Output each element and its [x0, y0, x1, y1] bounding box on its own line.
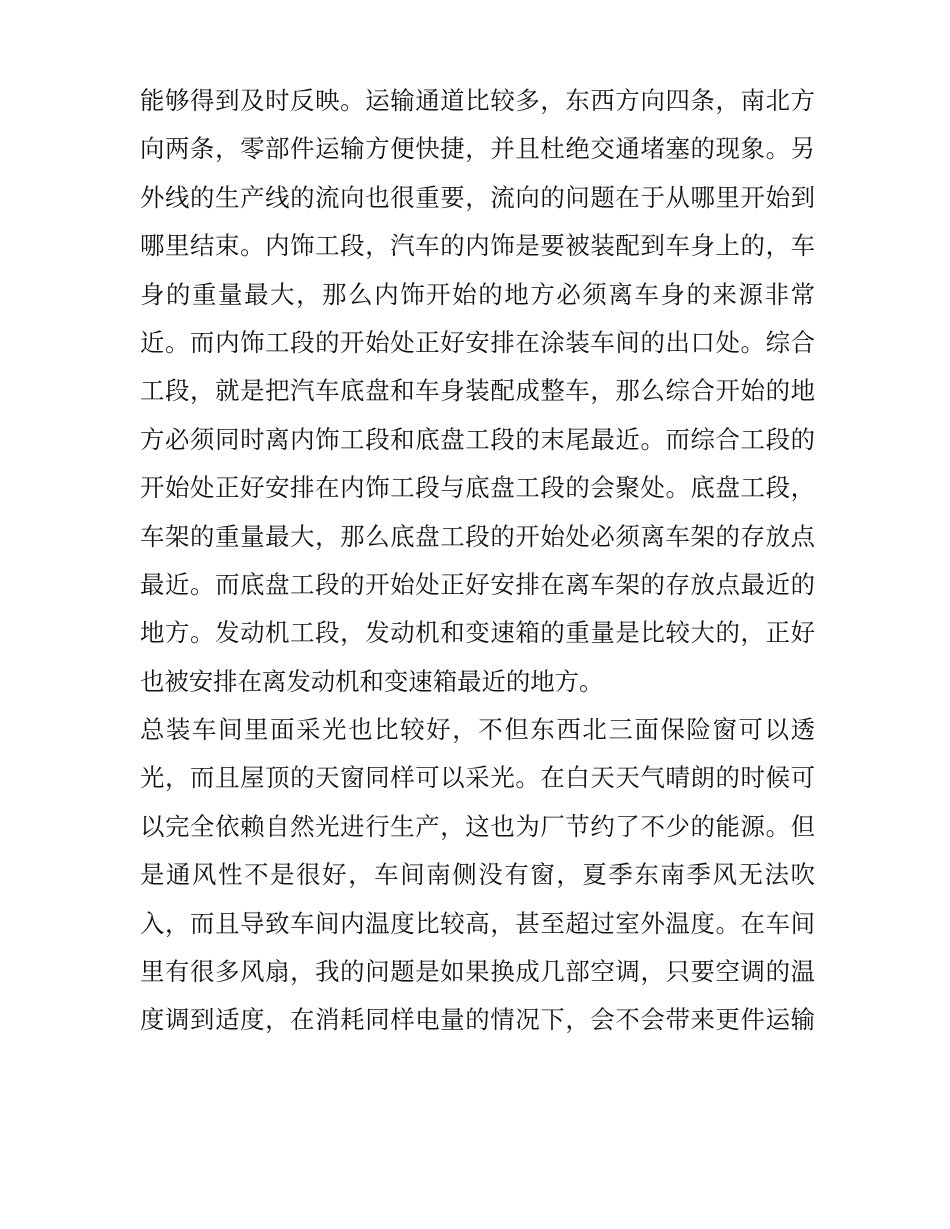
text-line: 也被安排在离发动机和变速箱最近的地方。 — [140, 666, 604, 696]
text-line: 能够得到及时反映。运输通道比较多，东西方向四条，南北方 — [140, 86, 815, 115]
text-line: 哪里结束。内饰工段，汽车的内饰是要被装配到车身上的，车 — [140, 231, 815, 261]
text-line: 身的重量最大，那么内饰开始的地方必须离车身的来源非常 — [140, 279, 815, 309]
text-line: 以完全依赖自然光进行生产，这也为厂节约了不少的能源。但 — [140, 811, 815, 841]
body-text — [140, 77, 815, 1045]
text-line: 最近。而底盘工段的开始处正好安排在离车架的存放点最近的 — [140, 569, 815, 599]
text-line: 是通风性不是很好，车间南侧没有窗，夏季东南季风无法吹 — [140, 860, 815, 890]
text-line: 车架的重量最大，那么底盘工段的开始处必须离车架的存放点 — [140, 521, 815, 551]
paragraph-1 — [140, 77, 815, 706]
text-line: 总装车间里面采光也比较好，不但东西北三面保险窗可以透 — [140, 715, 815, 745]
text-line: 地方。发动机工段，发动机和变速箱的重量是比较大的，正好 — [140, 618, 815, 648]
paragraph-2 — [140, 706, 815, 1045]
text-line: 向两条，零部件运输方便快捷，并且杜绝交通堵塞的现象。另 — [140, 134, 815, 164]
text-line: 工段，就是把汽车底盘和车身装配成整车，那么综合开始的地 — [140, 376, 815, 406]
text-line: 里有很多风扇，我的问题是如果换成几部空调，只要空调的温 — [140, 957, 815, 987]
text-line: 近。而内饰工段的开始处正好安排在涂装车间的出口处。综合 — [140, 327, 815, 357]
text-line: 外线的生产线的流向也很重要，流向的问题在于从哪里开始到 — [140, 182, 815, 212]
text-line: 开始处正好安排在内饰工段与底盘工段的会聚处。底盘工段， — [140, 473, 815, 503]
text-line: 度调到适度，在消耗同样电量的情况下，会不会带来更件运输 — [140, 1005, 815, 1035]
text-line: 入，而且导致车间内温度比较高，甚至超过室外温度。在车间 — [140, 908, 815, 938]
text-line: 方必须同时离内饰工段和底盘工段的末尾最近。而综合工段的 — [140, 424, 815, 454]
text-line: 光，而且屋顶的天窗同样可以采光。在白天天气晴朗的时候可 — [140, 763, 815, 793]
